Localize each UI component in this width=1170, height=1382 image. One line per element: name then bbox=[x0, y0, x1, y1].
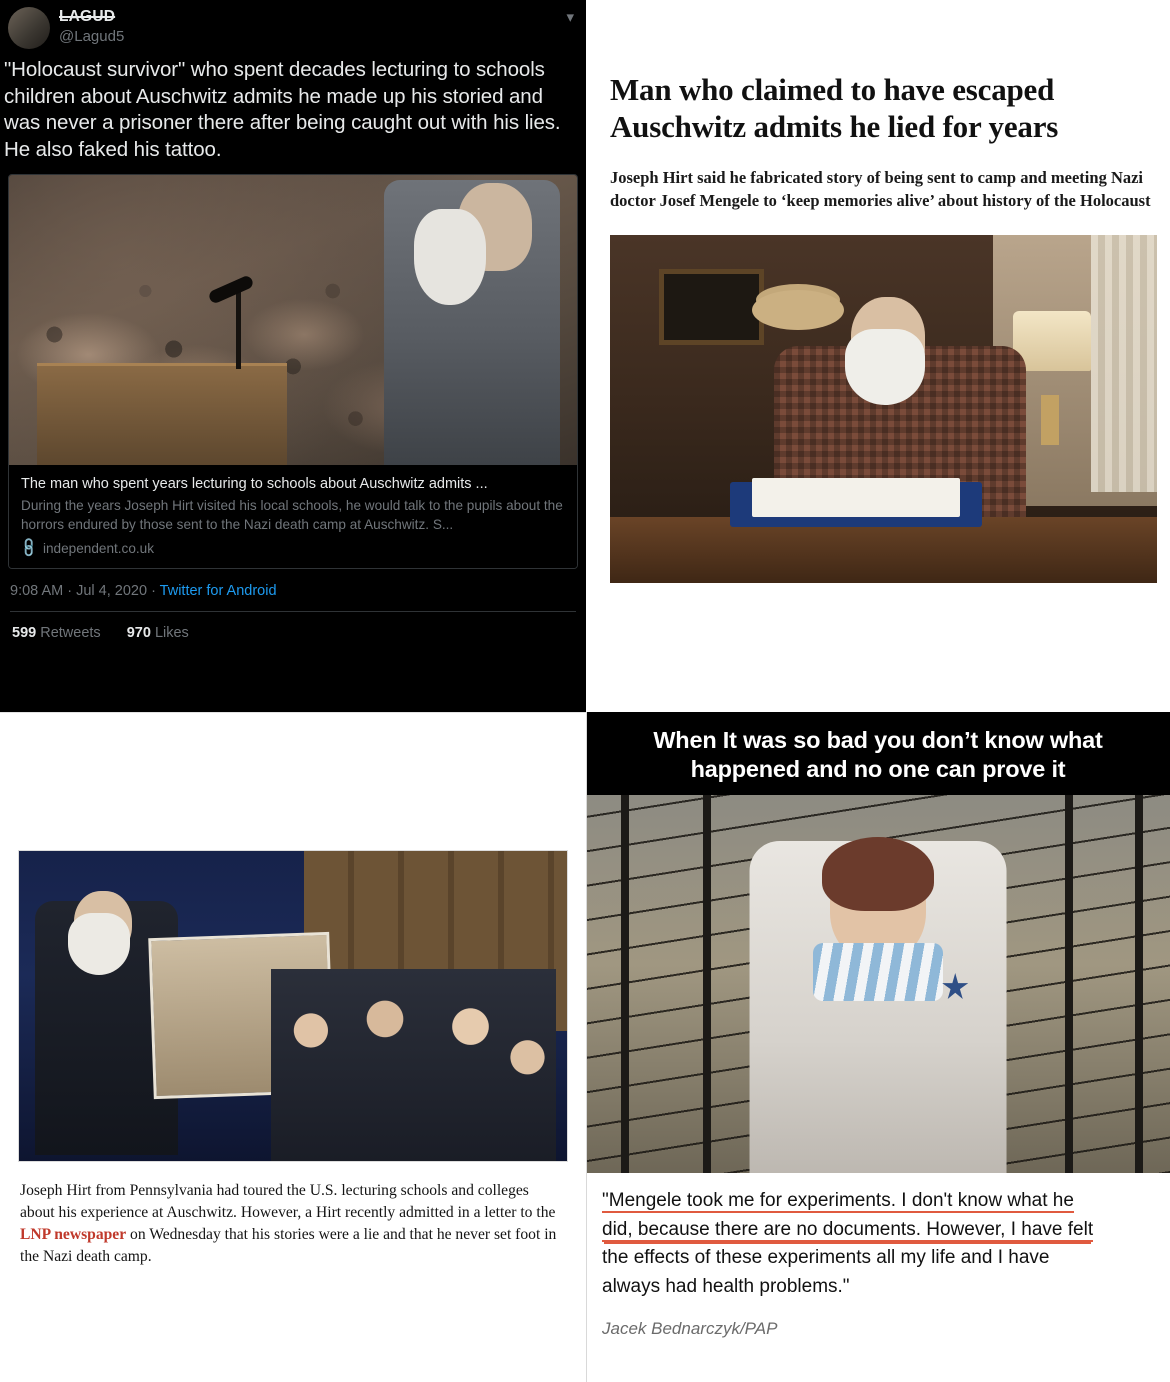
tweet-card-title: The man who spent years lecturing to schools about Auschwitz admits ... bbox=[21, 475, 488, 492]
meme-quote-line-3: the effects of these experiments all my life and I have bbox=[602, 1247, 1050, 1269]
tweet-handle[interactable]: @Lagud5 bbox=[59, 27, 125, 45]
likes-label: Likes bbox=[154, 625, 189, 642]
meme-quote-line-2: did, because there are no documents. However, I have felt bbox=[602, 1218, 1094, 1240]
meme-quote-line-1: "Mengele took me for experiments. I don't know what he bbox=[602, 1190, 1074, 1212]
horizontal-divider bbox=[0, 712, 586, 713]
retweets-label: Retweets bbox=[40, 625, 101, 642]
tweet-header bbox=[0, 0, 586, 49]
tweet-timestamp-row: 9:08 AM · Jul 4, 2020 · Twitter for Android bbox=[10, 583, 277, 600]
lamp-base bbox=[1041, 395, 1059, 445]
clipping-caption-part2: on Wednesday that his stories were a lie and that he never set foot in the Nazi death camp. bbox=[20, 1226, 557, 1266]
likes-stat[interactable] bbox=[127, 625, 189, 641]
clipping-caption-part1: Joseph Hirt from Pennsylvania had toured the U.S. lecturing schools and colleges about his experience at Auschwitz. However, a Hirt recently admitted in a letter to the bbox=[20, 1182, 556, 1222]
podium bbox=[37, 363, 287, 465]
seated-man-beard bbox=[845, 329, 925, 405]
microphone-stand bbox=[236, 288, 241, 369]
vertical-divider bbox=[586, 712, 587, 1382]
likes-count: 970 bbox=[126, 625, 151, 642]
tweet-card-description: During the years Joseph Hirt visited his local schools, he would talk to the pupils about the horrors endured by those sent to the Nazi death camp at Auschwitz. S... bbox=[21, 498, 563, 532]
papers bbox=[752, 478, 960, 516]
tweet-panel bbox=[0, 0, 586, 712]
meme-credit: Jacek Bednarczyk/PAP bbox=[602, 1319, 778, 1339]
student-audience bbox=[271, 969, 556, 1161]
lamp-shade bbox=[1013, 311, 1091, 371]
avatar[interactable] bbox=[8, 7, 50, 49]
chevron-down-icon[interactable]: ▾ bbox=[566, 9, 574, 26]
tweet-text: "Holocaust survivor" who spent decades lecturing to schools children about Auschwitz admits he made up his storied and was never a prisoner there after being caught out with his lies. He also faked his tattoo. bbox=[4, 58, 561, 161]
clipping-caption bbox=[0, 1162, 586, 1269]
tweet-timestamp: 9:08 AM · Jul 4, 2020 bbox=[10, 583, 148, 600]
meme-top-text: When It was so bad you don’t know what happened and no one can prove it bbox=[586, 712, 1170, 795]
tweet-card-domain-text: independent.co.uk bbox=[42, 540, 155, 556]
tweet-card-body bbox=[9, 465, 577, 569]
picture-frame bbox=[659, 269, 764, 345]
article-standfirst: Joseph Hirt said he fabricated story of being sent to camp and meeting Nazi doctor Josef Mengele to ‘keep memories alive’ about history of the Holocaust bbox=[610, 168, 1151, 210]
meme-panel bbox=[586, 712, 1170, 1382]
striped-scarf bbox=[813, 943, 943, 1001]
retweets-count: 599 bbox=[12, 625, 37, 642]
meme-quote-line-4: always had health problems." bbox=[602, 1275, 850, 1297]
tweet-stats bbox=[10, 611, 576, 641]
meme-image bbox=[586, 795, 1170, 1173]
meme-quote bbox=[586, 1173, 1170, 1301]
woman-hair bbox=[822, 837, 934, 911]
curtain bbox=[1091, 235, 1157, 493]
article-image bbox=[610, 235, 1157, 583]
link-icon: 🔗 bbox=[17, 536, 41, 560]
clipping-image bbox=[18, 850, 568, 1162]
tweet-card-image bbox=[9, 175, 577, 465]
tweet-display-name[interactable]: LAGUD bbox=[59, 8, 116, 25]
speaker-beard bbox=[414, 209, 486, 305]
tweet-author bbox=[59, 6, 124, 45]
lecturer-beard bbox=[68, 913, 130, 975]
retweets-stat[interactable] bbox=[12, 625, 105, 641]
clipping-caption-highlight: LNP newspaper bbox=[20, 1226, 127, 1244]
clipping-panel bbox=[0, 712, 586, 1382]
tweet-source[interactable]: Twitter for Android bbox=[159, 583, 277, 600]
article-panel bbox=[586, 0, 1170, 712]
article-headline: Man who claimed to have escaped Auschwitz admits he lied for years bbox=[610, 72, 1059, 144]
tweet-link-card[interactable] bbox=[8, 174, 578, 570]
tweet-card-domain bbox=[17, 536, 565, 560]
